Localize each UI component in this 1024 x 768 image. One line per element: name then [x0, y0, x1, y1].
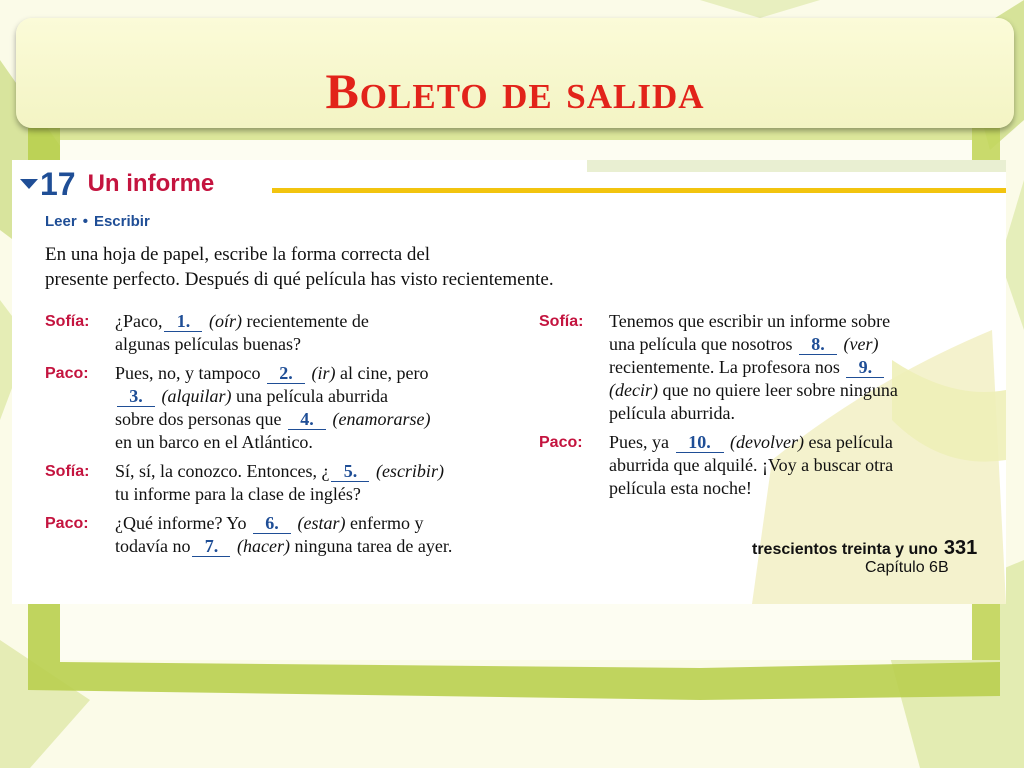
dialogue-line: película aburrida.	[609, 403, 735, 423]
verb-hint: (estar)	[297, 513, 346, 533]
verb-hint: (ir)	[311, 363, 336, 383]
dialogue-line: Paco: ¿Qué informe? Yo 6. (estar) enfermo y	[45, 513, 424, 533]
verb-hint: (devolver)	[730, 432, 804, 452]
answer-blank-2: 2.	[267, 364, 305, 384]
verb-hint: (ver)	[843, 334, 879, 354]
speaker-label: Paco:	[45, 515, 89, 532]
skill-read: Leer	[45, 213, 77, 230]
answer-blank-6: 6.	[253, 514, 291, 534]
chapter-label: Capítulo 6B	[865, 559, 949, 576]
answer-blank-10: 10.	[676, 433, 724, 453]
speaker-label: Sofía:	[45, 463, 90, 480]
instruction-line: En una hoja de papel, escribe la forma correcta del	[45, 244, 431, 265]
dialogue-right	[539, 310, 999, 500]
dialogue-line: Sofía: ¿Paco, 1. (oír) recientemente de	[45, 311, 369, 331]
dialogue-line: una película que nosotros 8. (ver)	[609, 334, 879, 354]
answer-blank-9: 9.	[846, 358, 884, 378]
dialogue-line: algunas películas buenas?	[115, 334, 301, 354]
dialogue-line: en un barco en el Atlántico.	[115, 432, 313, 452]
dialogue-line: sobre dos personas que 4. (enamorarse)	[115, 409, 431, 429]
exercise-heading	[20, 166, 214, 202]
verb-hint: (decir)	[609, 380, 658, 400]
dialogue-line: recientemente. La profesora nos 9.	[539, 356, 999, 379]
answer-blank-5: 5.	[331, 462, 369, 482]
verb-hint: (enamorarse)	[332, 409, 431, 429]
heading-rule	[272, 188, 1006, 193]
dialogue-line: Sofía: Sí, sí, la conozco. Entonces, ¿ 5. (escribir)	[45, 461, 444, 481]
answer-blank-1: 1.	[164, 312, 202, 332]
skills-line	[45, 213, 150, 230]
verb-hint: (alquilar)	[161, 386, 232, 406]
slide-title: Boleto de salida	[325, 63, 705, 119]
verb-hint: (escribir)	[375, 461, 444, 481]
answer-blank-3: 3.	[117, 387, 155, 407]
bullet-separator: •	[82, 213, 88, 230]
page-number-words: trescientos treinta y uno	[752, 541, 938, 558]
speaker-label: Paco:	[45, 365, 89, 382]
dialogue-line: 3. (alquilar) una película aburrida	[45, 385, 535, 408]
answer-blank-7: 7.	[192, 537, 230, 557]
dialogue-line: aburrida que alquilé. ¡Voy a buscar otra	[609, 455, 894, 475]
dialogue-left	[45, 310, 535, 558]
collapse-triangle-icon	[20, 179, 38, 189]
exercise-number: 17	[40, 165, 76, 202]
instructions	[45, 242, 725, 292]
dialogue-line: Sofía: Tenemos que escribir un informe sobre	[539, 311, 891, 331]
verb-hint: (oír)	[208, 311, 242, 331]
speaker-label: Sofía:	[539, 313, 584, 330]
page-number: 331	[943, 537, 978, 559]
dialogue-line: película esta noche!	[609, 478, 752, 498]
answer-blank-4: 4.	[288, 410, 326, 430]
exercise-title: Un informe	[87, 170, 215, 197]
skill-write: Escribir	[93, 213, 150, 230]
dialogue-line: tu informe para la clase de inglés?	[115, 484, 361, 504]
speaker-label: Paco:	[539, 434, 583, 451]
textbook-page	[12, 160, 1006, 604]
dialogue-line: Paco: Pues, ya 10. (devolver) esa película	[539, 432, 893, 452]
dialogue-line: (decir) que no quiere leer sobre ninguna	[609, 380, 898, 400]
page-footer	[752, 537, 977, 560]
dialogue-line: todavía no 7. (hacer) ninguna tarea de ayer.	[115, 536, 453, 556]
speaker-label: Sofía:	[45, 313, 90, 330]
dialogue-line: Paco: Pues, no, y tampoco 2. (ir) al cine, pero	[45, 363, 429, 383]
title-banner	[16, 18, 1014, 128]
verb-hint: (hacer)	[236, 536, 290, 556]
instruction-line: presente perfecto. Después di qué película has visto recientemente.	[45, 269, 554, 290]
answer-blank-8: 8.	[799, 335, 837, 355]
